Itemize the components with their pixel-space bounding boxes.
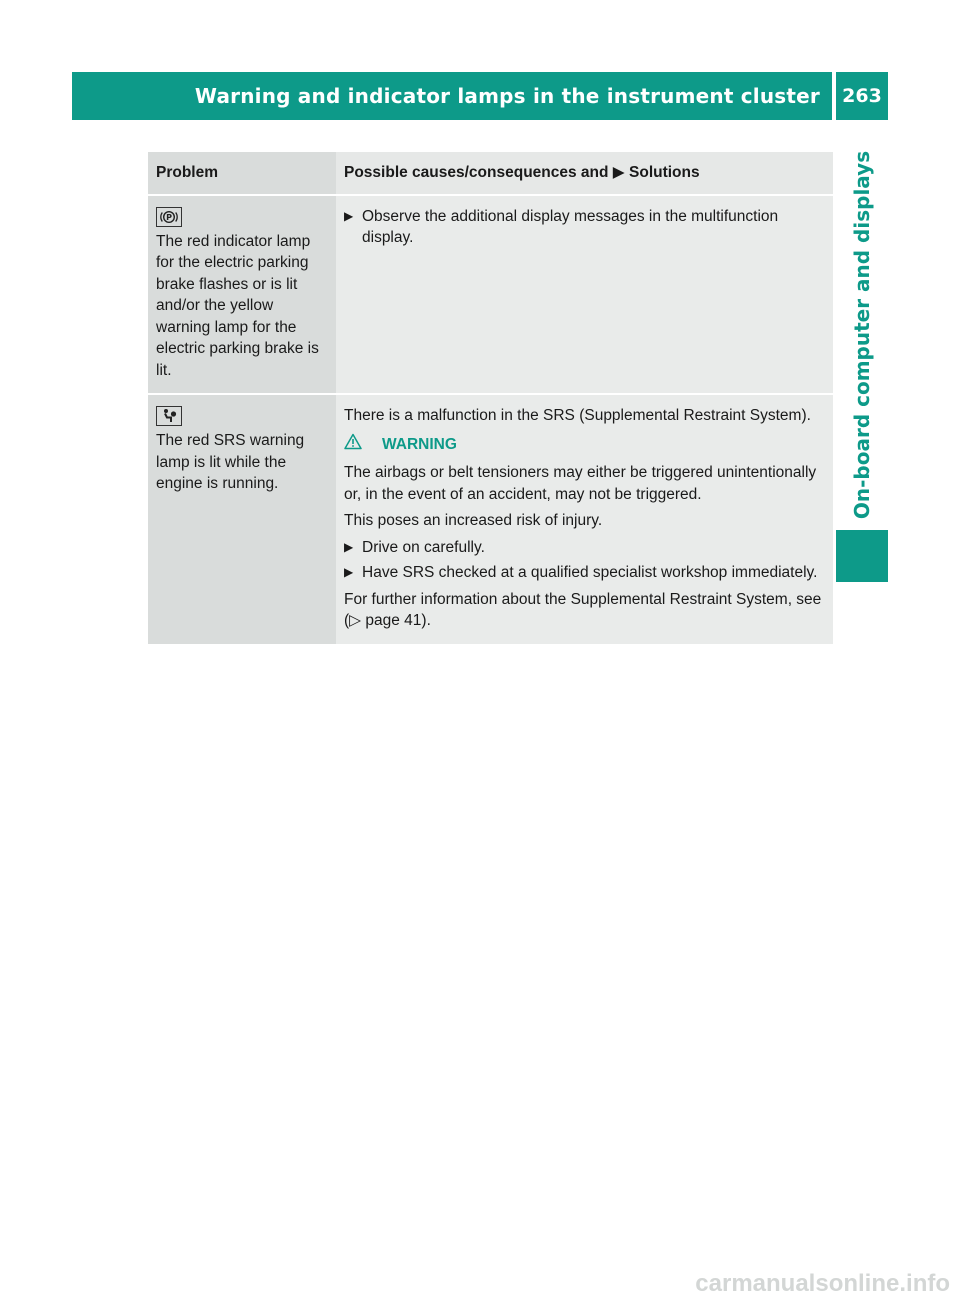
solution-step-text: Drive on carefully.	[362, 538, 485, 556]
page-header-title: Warning and indicator lamps in the instrument cluster	[194, 84, 820, 108]
problem-text: The red SRS warning lamp is lit while the engine is running.	[156, 432, 305, 492]
chapter-side-tab-label: On-board computer and displays	[850, 150, 875, 520]
page-number-box	[836, 72, 888, 120]
svg-text:P: P	[166, 212, 172, 222]
solution-cell	[336, 394, 833, 644]
step-arrow-icon: ▶	[344, 208, 354, 223]
watermark: carmanualsonline.info	[695, 1270, 950, 1297]
page-number: 263	[842, 85, 882, 107]
warning-triangle-icon	[344, 433, 366, 457]
table-row	[148, 394, 833, 644]
problem-text: The red indicator lamp for the electric parking brake flashes or is lit and/or the yellow warning lamp for the electric parking brake is lit.	[156, 232, 319, 379]
further-info-text: For further information about the Supplemental Restraint System, see (▷ page 41).	[344, 590, 822, 629]
electric-parking-brake-icon	[156, 207, 182, 227]
warning-heading	[344, 433, 825, 457]
chapter-marker-block	[836, 530, 888, 582]
solution-step-text: Observe the additional display messages in the multifunction display.	[362, 207, 779, 246]
warning-lamp-table	[148, 152, 833, 644]
malfunction-intro: There is a malfunction in the SRS (Supplemental Restraint System).	[344, 407, 811, 424]
warning-text: The airbags or belt tensioners may either be triggered unintentionally or, in the event of an accident, may not be triggered.	[344, 464, 817, 503]
warning-label: WARNING	[382, 435, 457, 453]
solution-step	[344, 562, 825, 584]
page-header-bar	[72, 72, 832, 120]
step-arrow-icon: ▶	[344, 539, 354, 554]
table-header-row	[148, 152, 833, 195]
column-header-solutions: Possible causes/consequences and ▶ Solutions	[336, 152, 833, 195]
table-row	[148, 195, 833, 395]
step-arrow-icon: ▶	[344, 565, 354, 579]
problem-cell	[148, 195, 336, 395]
solution-step-text: Have SRS checked at a qualified specialist workshop immediately.	[362, 564, 818, 581]
solution-cell	[336, 195, 833, 395]
solution-step	[344, 206, 825, 249]
risk-text: This poses an increased risk of injury.	[344, 512, 603, 529]
column-header-problem: Problem	[148, 152, 336, 195]
srs-airbag-icon	[156, 406, 182, 426]
solution-step	[344, 537, 825, 559]
chapter-side-tab	[836, 130, 888, 540]
problem-cell	[148, 394, 336, 644]
